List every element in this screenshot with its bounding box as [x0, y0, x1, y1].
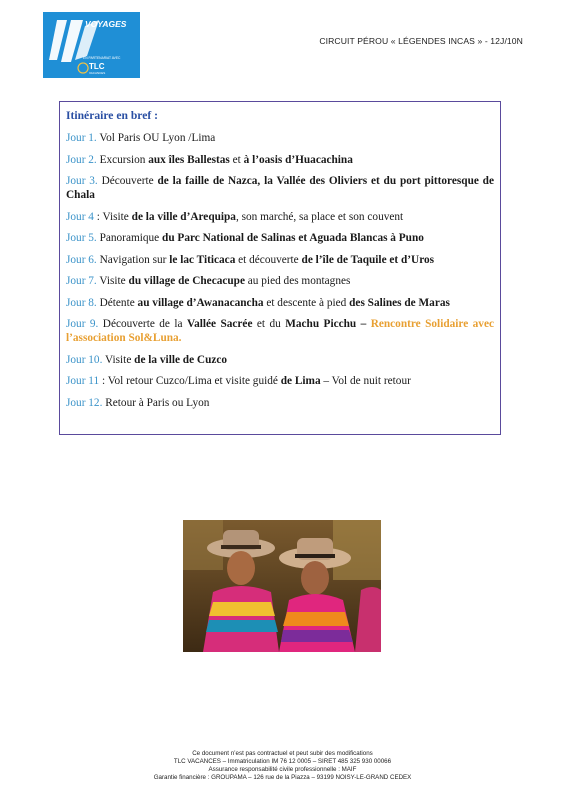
day-emphasis: du Parc National de Salinas et Aguada Blancas à Puno [162, 232, 424, 244]
day-label: Jour 3. [66, 175, 98, 187]
day-emphasis: de Lima [280, 375, 321, 387]
itinerary-day-12 [66, 396, 494, 410]
itinerary-days [66, 131, 494, 410]
itinerary-day-1 [66, 131, 494, 145]
itinerary-heading: Itinéraire en bref : [66, 109, 158, 122]
day-emphasis: à l’oasis d’Huacachina [243, 153, 353, 166]
day-label: Jour 9. [66, 318, 99, 330]
day-text: Visite [102, 353, 135, 366]
day-emphasis: du village de Checacupe [128, 275, 245, 287]
day-text: Excursion [96, 153, 149, 166]
footer-line: Ce document n’est pas contractuel et peut subir des modifications [192, 750, 373, 757]
itinerary-box [59, 101, 501, 435]
day-emphasis: Vallée Sacrée [186, 318, 253, 330]
day-label: Jour 11 [66, 375, 100, 387]
logo-word: VOYAGES [85, 19, 127, 29]
day-text: Vol Paris OU Lyon /Lima [96, 132, 216, 144]
itinerary-day-5 [66, 231, 494, 245]
day-label: Jour 5. [66, 232, 97, 244]
footer-line: TLC VACANCES – Immatriculation IM 76 12 0005 – SIRET 485 325 930 00066 [173, 758, 392, 765]
day-emphasis: de l’île de Taquile et d’Uros [301, 253, 435, 266]
day-emphasis: aux îles Ballestas [148, 153, 230, 166]
voyages-tlc-logo [43, 12, 140, 78]
logo-partner: EN PARTENARIAT AVEC [83, 56, 121, 60]
footer-line: Garantie financière : GROUPAMA – 126 rue de la Piazza – 93199 NOISY-LE-GRAND CEDEX [153, 774, 412, 781]
day-emphasis: au village d’Awanacancha [137, 296, 264, 309]
day-text: et du [252, 318, 286, 330]
itinerary-day-3 [66, 174, 494, 202]
itinerary-day-8 [66, 296, 494, 310]
day-emphasis: des Salines de Maras [349, 296, 450, 309]
document-title: CIRCUIT PÉROU « LÉGENDES INCAS » - 12J/10N [319, 36, 523, 46]
day-text: et [229, 153, 244, 166]
day-emphasis: le lac Titicaca [169, 253, 236, 266]
footer-line: Assurance responsabilité civile professionnelle : MAIF [208, 766, 357, 773]
itinerary-day-2 [66, 153, 494, 167]
itinerary-day-6 [66, 253, 494, 267]
day-label: Jour 4 [66, 210, 94, 223]
logo-sub: VACANCES [89, 71, 106, 75]
day-text: Navigation sur [96, 253, 170, 266]
day-text: : Vol retour Cuzco/Lima et visite guidé [99, 375, 281, 387]
peruvian-women-photo [183, 520, 381, 652]
day-emphasis: de la ville d’Arequipa [131, 210, 236, 223]
day-text: Visite [96, 275, 129, 287]
itinerary-day-10 [66, 353, 494, 367]
day-text: Découverte [97, 175, 158, 187]
itinerary-day-4 [66, 210, 494, 224]
day-emphasis: de la faille de Nazca, la Vallée des Oliviers et du port pittoresque de Chala [66, 175, 494, 201]
logo-brand: TLC [89, 62, 105, 71]
day-label: Jour 8. [66, 296, 97, 309]
day-label: Jour 2. [66, 153, 97, 166]
day-highlight: Rencontre Solidaire avec l’association Sol&Luna. [66, 318, 494, 344]
legal-footer [0, 750, 565, 782]
day-label: Jour 7. [66, 275, 97, 287]
itinerary-day-9 [66, 317, 494, 345]
day-text: Découverte de la [98, 318, 187, 330]
day-text: – Vol de nuit retour [320, 375, 411, 387]
itinerary-day-11 [66, 374, 494, 388]
day-text: Retour à Paris ou Lyon [102, 396, 210, 409]
day-emphasis: Machu Picchu – [285, 318, 367, 330]
day-text: au pied des montagnes [244, 275, 351, 287]
day-label: Jour 1. [66, 132, 97, 144]
day-text: Panoramique [96, 232, 163, 244]
day-label: Jour 10. [66, 353, 103, 366]
day-label: Jour 12. [66, 396, 103, 409]
day-text: et découverte [235, 253, 302, 266]
day-text: : Visite [93, 210, 132, 223]
day-label: Jour 6. [66, 253, 97, 266]
day-text: Détente [96, 296, 138, 309]
day-text: et descente à pied [263, 296, 350, 309]
itinerary-day-7 [66, 274, 494, 288]
day-emphasis: de la ville de Cuzco [134, 353, 228, 366]
day-text: , son marché, sa place et son couvent [235, 210, 404, 223]
